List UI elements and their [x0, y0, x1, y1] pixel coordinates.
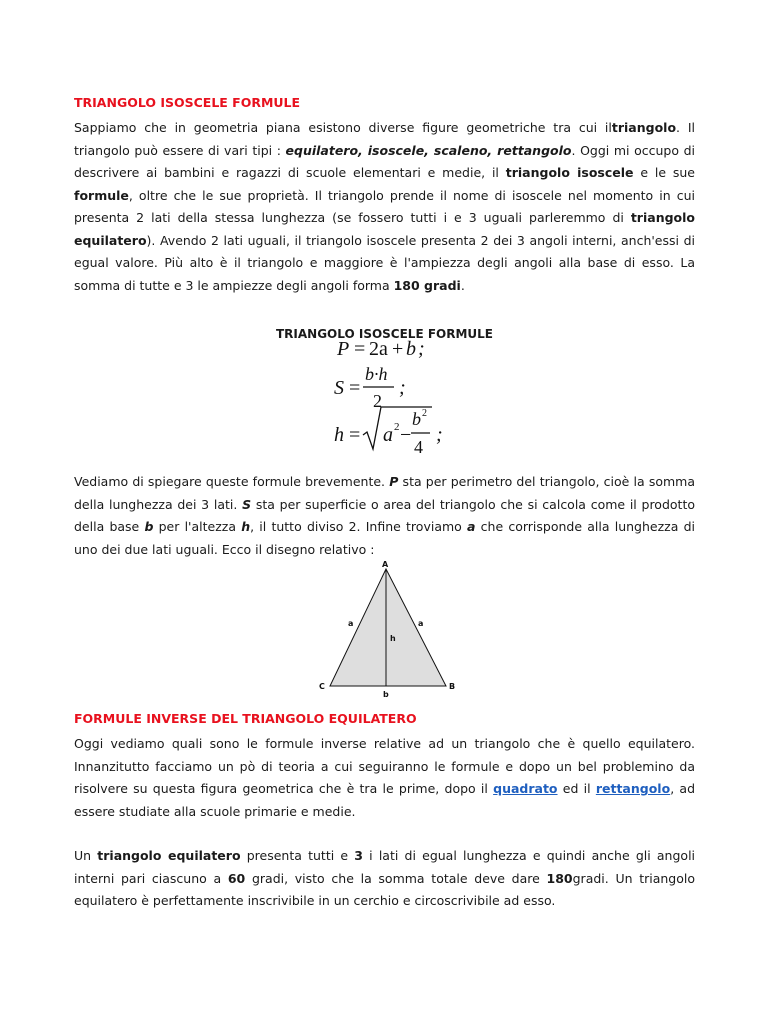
- text-run: . Oggi mi occupo di descrivere ai bambini e ragazzi di scuole elementari e medie, il: [74, 142, 695, 180]
- formula-title: TRIANGOLO ISOSCELE FORMULE: [275, 327, 493, 341]
- formula-height-exp-b: 2: [422, 408, 427, 419]
- side-label-a-right: a: [418, 619, 424, 628]
- bold-text: 180: [546, 870, 573, 886]
- text-run: presenta tutti e: [240, 848, 355, 863]
- bold-text: triangolo equilatero: [97, 848, 241, 863]
- text-run: . Il triangolo può essere di vari tipi :: [74, 120, 696, 158]
- text-run: Un: [74, 848, 98, 863]
- text-run: ed il: [557, 781, 596, 796]
- formula-end-1: ;: [418, 338, 425, 360]
- formula-height-lhs: h: [334, 424, 344, 446]
- bold-italic-text: P: [389, 474, 399, 489]
- bold-text: formule: [74, 187, 129, 203]
- formula-image: [74, 338, 695, 471]
- bold-text: 60: [227, 870, 246, 886]
- vertex-label-a: A: [382, 560, 389, 569]
- bold-italic-text: h: [241, 519, 251, 534]
- text-run: sta per perimetro del triangolo, cioè la somma della lunghezza dei 3 lati.: [74, 474, 695, 512]
- bold-text: 3: [354, 848, 363, 863]
- text-run: Oggi vediamo quali sono le formule inverse relative ad un triangolo che è quello equilatero. Innanzitutto facciamo un pò di teoria a cui seguiranno le formule e dopo un bel problemino da risolvere su questa figura geometrica che è tra le prime, dopo il: [74, 736, 695, 796]
- base-label-b: b: [383, 690, 389, 699]
- formula-height-exp-a: 2: [394, 421, 400, 433]
- link-rettangolo[interactable]: rettangolo: [595, 781, 671, 796]
- formula-minus: −: [400, 424, 412, 446]
- text-run: gradi. Un triangolo equilatero è perfettamente inscrivibile in un cerchio e circoscrivibile ad esso.: [74, 870, 696, 908]
- text-run: Vediamo di spiegare queste formule brevemente.: [74, 474, 390, 489]
- formula-area-numerator: b·h: [365, 364, 388, 384]
- section-heading-equilatero: FORMULE INVERSE DEL TRIANGOLO EQUILATERO: [74, 711, 417, 726]
- formula-eq: =: [354, 338, 366, 360]
- text-run: gradi, visto che la somma totale deve dare: [245, 870, 547, 886]
- formula-height-den: 4: [414, 437, 423, 457]
- text-run: i lati di egual lunghezza e quindi anche gli angoli interni pari ciascuno a: [74, 848, 696, 886]
- formula-plus: +: [392, 338, 404, 360]
- height-label-h: h: [390, 634, 396, 643]
- bold-italic-text: b: [144, 519, 154, 534]
- bold-italic-text: a: [467, 519, 476, 534]
- formula-eq: =: [349, 424, 361, 446]
- formula-area-lhs: S: [334, 377, 344, 399]
- formula-end-3: ;: [436, 424, 443, 446]
- formula-end-2: ;: [399, 377, 406, 399]
- bold-text: triangolo equilatero: [74, 210, 695, 248]
- document-page: [74, 95, 695, 913]
- side-label-a-left: a: [348, 619, 354, 628]
- text-run: sta per superficie o area del triangolo che si calcola come il prodotto della base: [74, 496, 695, 534]
- bold-text: triangolo isoscele: [505, 165, 634, 180]
- text-run: che corrisponde alla lunghezza di uno dei due lati uguali. Ecco il disegno relativo :: [74, 519, 695, 557]
- formula-eq: =: [349, 377, 361, 399]
- bold-text: triangolo: [611, 120, 677, 135]
- bold-text: 180 gradi: [393, 277, 461, 293]
- text-run: per l'altezza: [153, 519, 242, 534]
- text-run: Sappiamo che in geometria piana esistono diverse figure geometriche tra cui il: [74, 120, 612, 135]
- section-heading-isoscele: TRIANGOLO ISOSCELE FORMULE: [74, 95, 301, 110]
- formula-perimeter-2a: 2a: [369, 338, 388, 360]
- paragraph-intro: [74, 117, 695, 297]
- triangle-diagram: [74, 561, 695, 711]
- formula-height-b: b: [412, 409, 421, 429]
- formula-perimeter-b: b: [406, 338, 416, 360]
- text-run: e le sue: [633, 165, 695, 180]
- link-quadrato[interactable]: quadrato: [493, 781, 558, 796]
- bold-italic-text: S: [242, 496, 252, 512]
- vertex-label-b: B: [449, 682, 456, 691]
- text-run: , il tutto diviso 2. Infine troviamo: [250, 519, 468, 534]
- formula-area-denominator: 2: [373, 391, 382, 411]
- bold-italic-text: equilatero, isoscele, scaleno, rettangolo: [285, 142, 572, 158]
- text-run: , ad essere studiate alla scuole primarie e medie.: [74, 781, 695, 819]
- text-run: ). Avendo 2 lati uguali, il triangolo isoscele presenta 2 dei 3 angoli interni, anch'essi di egual valore. Più alto è il triangolo e maggiore è l'ampiezza degli angoli alla base di esso. La somma di tutte e 3 le ampiezze degli angoli forma: [74, 232, 695, 293]
- formula-perimeter-lhs: P: [337, 338, 350, 360]
- vertex-label-c: C: [319, 682, 325, 691]
- text-run: .: [460, 277, 465, 293]
- text-run: , oltre che le sue proprietà. Il triangolo prende il nome di isoscele nel momento in cui presenta 2 lati della stessa lunghezza (se fossero tutti i e 3 uguali parleremmo di: [74, 187, 695, 225]
- paragraph-equilatero: [74, 845, 695, 913]
- paragraph-inverse-intro: [74, 733, 695, 823]
- formula-height-a: a: [383, 424, 393, 446]
- paragraph-explanation: [74, 471, 695, 561]
